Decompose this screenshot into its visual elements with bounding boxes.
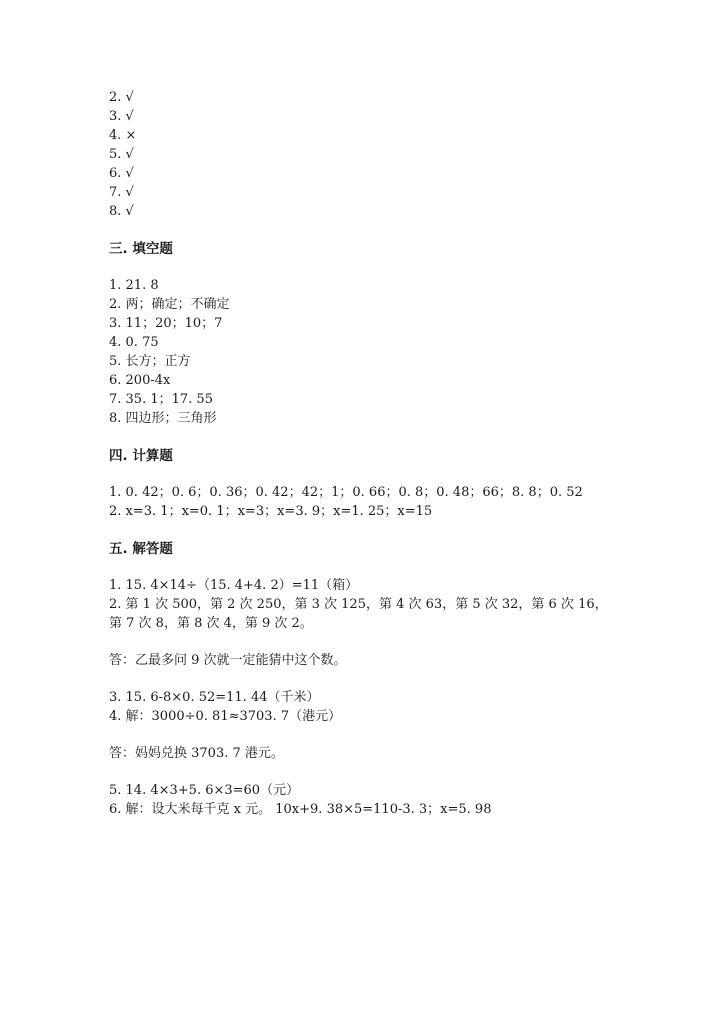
section-heading-fill: 三. 填空题 [109, 241, 173, 257]
list-item: 5. 长方；正方 [109, 354, 191, 369]
solve-q4-answer: 答：妈妈兑换 3703. 7 港元。 [109, 746, 284, 761]
list-item: 1. 21. 8 [109, 278, 159, 293]
list-item: 4. × [109, 128, 137, 143]
list-item: 4. 0. 75 [109, 335, 159, 350]
list-item: 6. √ [109, 166, 134, 181]
list-item: 3. √ [109, 109, 134, 124]
solve-answers [109, 576, 669, 819]
solve-q2-line2: 第 7 次 8，第 8 次 4，第 9 次 2。 [109, 616, 313, 631]
judgement-answers [109, 88, 669, 221]
list-item: 7. √ [109, 185, 134, 200]
list-item: 2. √ [109, 90, 134, 105]
answer-sheet [109, 88, 669, 819]
list-item: 2. x=3. 1；x=0. 1；x=3；x=3. 9；x=1. 25；x=15 [109, 504, 433, 519]
section-heading-calc: 四. 计算题 [109, 448, 173, 464]
list-item: 3. 11；20；10；7 [109, 316, 223, 331]
list-item: 1. 0. 42；0. 6；0. 36；0. 42；42；1；0. 66；0. 8；0. 48；66；8. 8；0. 52 [109, 485, 583, 500]
solve-q5: 5. 14. 4×3+5. 6×3=60（元） [109, 783, 300, 798]
list-item: 7. 35. 1；17. 55 [109, 392, 213, 407]
solve-q2-line1: 2. 第 1 次 500，第 2 次 250，第 3 次 125，第 4 次 63，第 5 次 32，第 6 次 16， [109, 597, 608, 612]
fill-answers [109, 276, 669, 428]
solve-q1: 1. 15. 4×14÷（15. 4+4. 2）=11（箱） [109, 578, 359, 593]
list-item: 5. √ [109, 147, 134, 162]
solve-q3: 3. 15. 6-8×0. 52=11. 44（千米） [109, 690, 320, 705]
solve-q6: 6. 解：设大米每千克 x 元。 10x+9. 38×5=110-3. 3；x=5. 98 [109, 802, 492, 817]
section-heading-solve: 五. 解答题 [109, 541, 173, 557]
list-item: 8. 四边形；三角形 [109, 411, 217, 426]
list-item: 2. 两；确定；不确定 [109, 297, 230, 312]
solve-q2-answer: 答：乙最多问 9 次就一定能猜中这个数。 [109, 653, 347, 668]
list-item: 8. √ [109, 204, 134, 219]
calc-answers [109, 483, 669, 521]
solve-q4: 4. 解：3000÷0. 81≈3703. 7（港元） [109, 709, 342, 724]
list-item: 6. 200-4x [109, 373, 171, 388]
